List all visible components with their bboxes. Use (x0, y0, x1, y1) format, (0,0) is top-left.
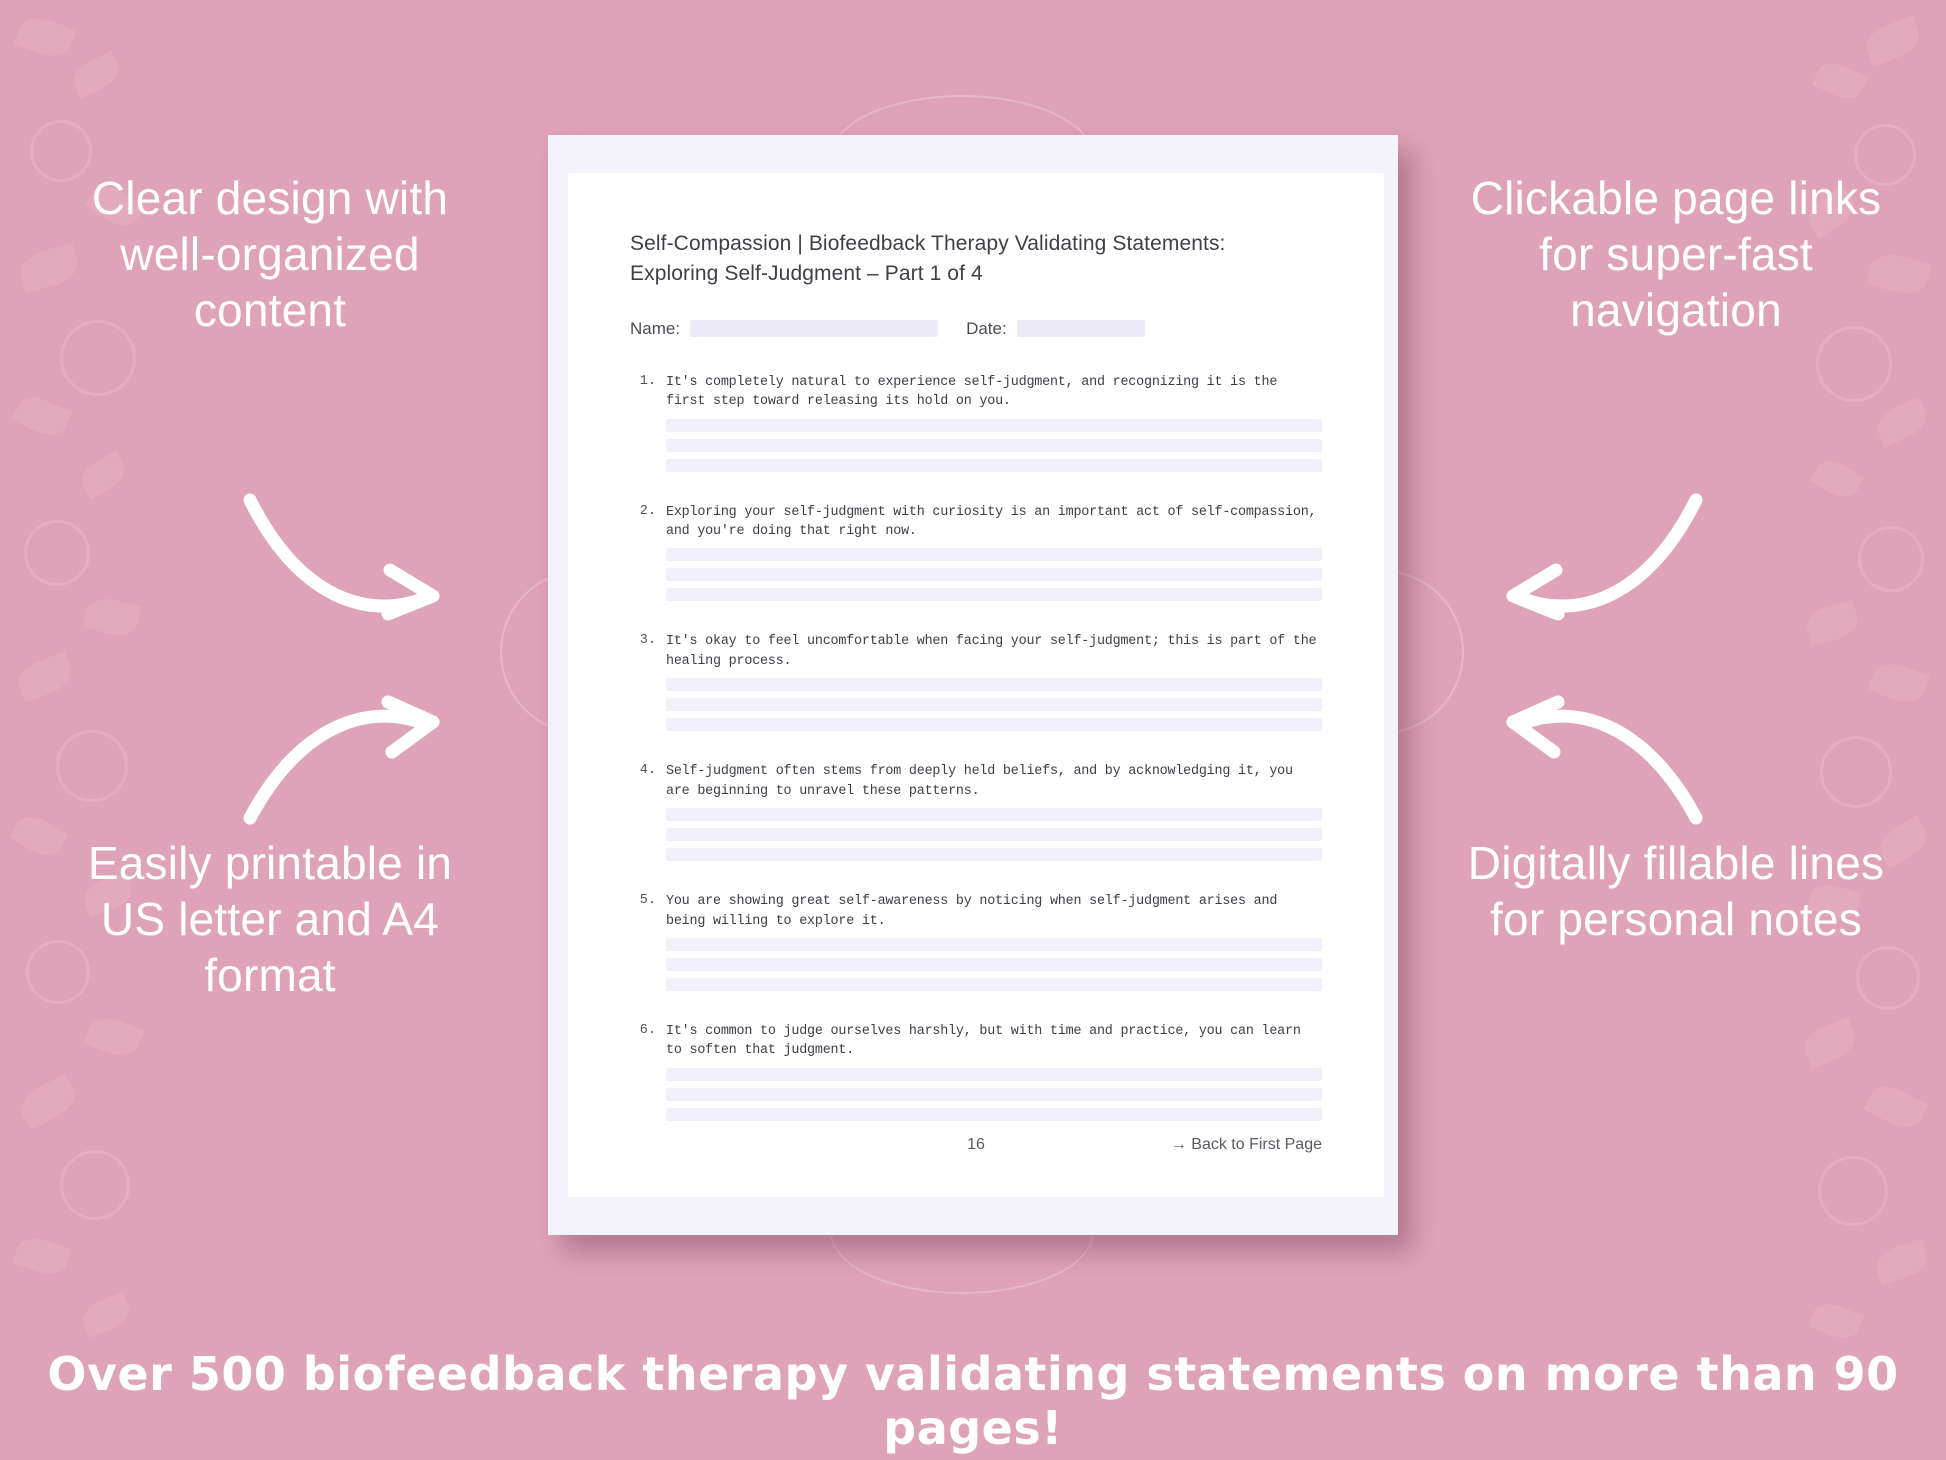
fillable-line[interactable] (666, 568, 1322, 581)
fillable-line[interactable] (666, 1108, 1322, 1121)
fillable-line[interactable] (666, 419, 1322, 432)
fillable-line[interactable] (666, 439, 1322, 452)
list-item (630, 503, 1322, 609)
name-input[interactable] (690, 320, 938, 337)
fillable-line[interactable] (666, 588, 1322, 601)
curved-arrow-up-left-icon (1486, 690, 1706, 835)
callout-fillable-lines: Digitally fillable lines for personal notes (1467, 837, 1885, 946)
page-number: 16 (967, 1136, 985, 1153)
list-item (630, 762, 1322, 868)
list-item (630, 632, 1322, 738)
name-field-group (630, 319, 938, 339)
fillable-line[interactable] (666, 808, 1322, 821)
page-title (630, 229, 1322, 289)
curved-arrow-up-right-icon (240, 690, 460, 835)
fillable-line[interactable] (666, 459, 1322, 472)
date-label: Date: (966, 318, 1007, 338)
statement-text: It's okay to feel uncomfortable when facing your self-judgment; this is part of the healing process. (666, 634, 1317, 669)
statement-number: 4. (639, 763, 656, 779)
date-field-group (966, 319, 1145, 339)
fillable-line[interactable] (666, 938, 1322, 951)
answer-lines (666, 548, 1322, 601)
list-item (630, 892, 1322, 998)
list-item (630, 373, 1322, 479)
curved-arrow-down-left-icon (1486, 490, 1706, 635)
statement-text: It's common to judge ourselves harshly, but with time and practice, you can learn to soften that judgment. (666, 1024, 1301, 1059)
date-input[interactable] (1017, 320, 1145, 337)
fillable-line[interactable] (666, 718, 1322, 731)
statement-text: Self-judgment often stems from deeply held beliefs, and by acknowledging it, you are beginning to unravel these patterns. (666, 764, 1293, 799)
fillable-line[interactable] (666, 1088, 1322, 1101)
fillable-line[interactable] (666, 958, 1322, 971)
statement-number: 5. (639, 893, 656, 909)
callout-clickable-links: Clickable page links for super-fast navigation (1470, 172, 1882, 337)
name-label: Name: (630, 318, 681, 338)
statement-number: 3. (639, 633, 656, 649)
answer-lines (666, 678, 1322, 731)
document-page (568, 173, 1384, 1197)
answer-lines (666, 938, 1322, 991)
meta-row (630, 319, 1322, 339)
back-to-first-page-link[interactable]: → Back to First Page (1170, 1136, 1322, 1153)
answer-lines (666, 1068, 1322, 1121)
fillable-line[interactable] (666, 828, 1322, 841)
page-title-line-2: Exploring Self-Judgment – Part 1 of 4 (630, 261, 983, 285)
fillable-line[interactable] (666, 1068, 1322, 1081)
promo-banner: Over 500 biofeedback therapy validating statements on more than 90 pages! (47, 1347, 1899, 1455)
fillable-line[interactable] (666, 698, 1322, 711)
statement-number: 2. (639, 503, 656, 519)
callout-printable: Easily printable in US letter and A4 format (87, 837, 453, 1002)
statement-list (630, 373, 1322, 1128)
fillable-line[interactable] (666, 678, 1322, 691)
list-item (630, 1022, 1322, 1128)
document-preview (548, 135, 1398, 1235)
statement-text: Exploring your self-judgment with curiosity is an important act of self-compassion, and you're doing that right now. (666, 504, 1317, 539)
answer-lines (666, 419, 1322, 472)
page-title-line-1: Self-Compassion | Biofeedback Therapy Validating Statements: (630, 232, 1226, 255)
answer-lines (666, 808, 1322, 861)
curved-arrow-down-right-icon (240, 490, 460, 635)
statement-text: You are showing great self-awareness by noticing when self-judgment arises and being willing to explore it. (666, 894, 1278, 929)
statement-number: 6. (639, 1023, 656, 1038)
statement-text: It's completely natural to experience self-judgment, and recognizing it is the first step toward releasing its hold on you. (666, 374, 1278, 410)
callout-clear-design: Clear design with well-organized content (91, 172, 449, 337)
fillable-line[interactable] (666, 978, 1322, 991)
statement-number: 1. (639, 373, 656, 389)
fillable-line[interactable] (666, 548, 1322, 561)
fillable-line[interactable] (666, 848, 1322, 861)
